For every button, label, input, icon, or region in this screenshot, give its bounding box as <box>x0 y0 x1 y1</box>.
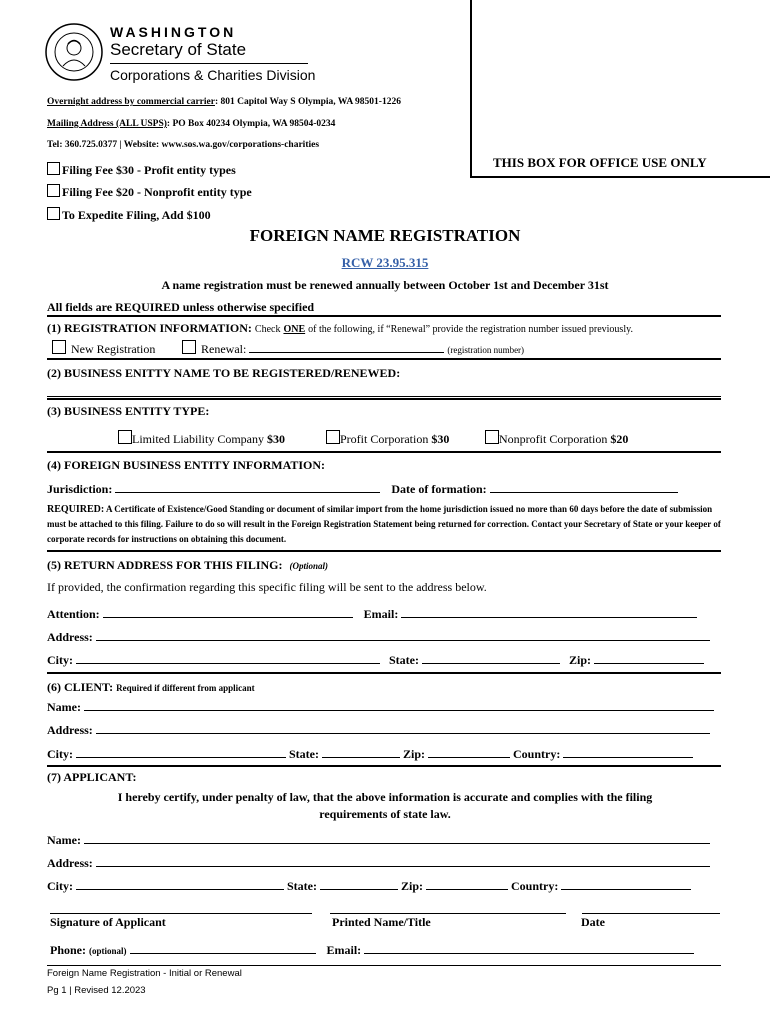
applicant-city-field[interactable] <box>76 878 284 890</box>
footer-divider <box>47 965 721 966</box>
client-city-row <box>47 746 693 762</box>
applicant-email-field[interactable] <box>364 942 694 954</box>
jurisdiction-row <box>47 481 678 497</box>
entity-type-profit-fee: $30 <box>431 432 450 446</box>
office-use-box <box>470 0 770 178</box>
renewal-notice: A name registration must be renewed annually between October 1st and December 31st <box>161 278 609 292</box>
header-divider <box>110 63 308 64</box>
section6-heading <box>47 680 255 695</box>
state-seal-logo <box>44 22 104 82</box>
applicant-zip-label: Zip: <box>401 879 424 893</box>
applicant-country-field[interactable] <box>561 878 691 890</box>
entity-type-nonprofit-fee: $20 <box>610 432 629 446</box>
printed-name-field[interactable] <box>330 903 566 914</box>
phone-optional: (optional) <box>89 946 127 956</box>
section5-title: (5) RETURN ADDRESS FOR THIS FILING: <box>47 558 283 572</box>
new-registration-option[interactable] <box>52 340 155 357</box>
section7-heading: (7) APPLICANT: <box>47 770 137 784</box>
section1-instruction-pre: Check <box>254 324 281 335</box>
entity-type-llc-option[interactable] <box>118 430 285 447</box>
client-country-field[interactable] <box>563 746 693 758</box>
phone-field[interactable] <box>130 942 316 954</box>
required-fields-note: All fields are REQUIRED unless otherwise specified <box>47 300 315 314</box>
expedite-label: To Expedite Filing, Add $100 <box>62 208 211 222</box>
applicant-address-label: Address: <box>47 856 93 870</box>
mailing-label: Mailing Address (ALL USPS) <box>47 119 167 129</box>
client-zip-field[interactable] <box>428 746 510 758</box>
certification-line2: requirements of state law. <box>319 807 451 821</box>
mailing-address <box>47 119 335 129</box>
applicant-city-label: City: <box>47 879 73 893</box>
entity-name-field[interactable] <box>47 386 721 397</box>
applicant-city-row <box>47 878 691 894</box>
fee-profit-checkbox[interactable] <box>47 162 60 175</box>
return-zip-field[interactable] <box>594 652 704 664</box>
section-divider <box>47 398 721 400</box>
section-divider <box>47 358 721 360</box>
entity-type-profit-option[interactable] <box>326 430 449 447</box>
entity-type-nonprofit-checkbox[interactable] <box>485 430 499 444</box>
overnight-address <box>47 97 401 107</box>
office-name: Secretary of State <box>110 40 247 59</box>
applicant-state-field[interactable] <box>320 878 398 890</box>
good-standing-requirement <box>47 502 721 547</box>
division-name: Corporations & Charities Division <box>110 67 316 83</box>
client-name-row <box>47 699 714 715</box>
fee-profit-label: Filing Fee $30 - Profit entity types <box>62 163 236 177</box>
applicant-state-label: State: <box>287 879 317 893</box>
return-city-row <box>47 652 704 668</box>
applicant-name-field[interactable] <box>84 832 710 844</box>
new-registration-label: New Registration <box>71 342 156 356</box>
signature-label: Signature of Applicant <box>50 915 166 929</box>
section-divider <box>47 315 721 317</box>
section1-title: (1) REGISTRATION INFORMATION: <box>47 321 252 335</box>
entity-type-profit-checkbox[interactable] <box>326 430 340 444</box>
new-registration-checkbox[interactable] <box>52 340 66 354</box>
applicant-name-label: Name: <box>47 833 81 847</box>
client-state-label: State: <box>289 747 319 761</box>
entity-type-llc-fee: $30 <box>266 432 285 446</box>
attention-label: Attention: <box>47 607 100 621</box>
return-email-label: Email: <box>363 607 399 621</box>
entity-type-profit-label: Profit Corporation <box>340 432 429 446</box>
applicant-address-row <box>47 855 710 871</box>
requirement-label: REQUIRED: <box>47 504 105 515</box>
date-formation-field[interactable] <box>490 481 678 493</box>
section1-heading <box>47 321 633 336</box>
overnight-label: Overnight address by commercial carrier <box>47 97 215 107</box>
section5-intro: If provided, the confirmation regarding this specific filing will be sent to the address below. <box>47 580 487 594</box>
return-address-field[interactable] <box>96 629 710 641</box>
jurisdiction-field[interactable] <box>115 481 380 493</box>
section6-note: Required if different from applicant <box>116 683 255 693</box>
footer-page-info: Pg 1 | Revised 12.2023 <box>47 985 146 996</box>
org-name: WASHINGTON <box>110 24 237 40</box>
jurisdiction-label: Jurisdiction: <box>47 482 113 496</box>
section-divider <box>47 672 721 674</box>
applicant-zip-field[interactable] <box>426 878 508 890</box>
client-city-label: City: <box>47 747 73 761</box>
office-use-label: THIS BOX FOR OFFICE USE ONLY <box>493 155 707 170</box>
attention-row <box>47 606 697 622</box>
signature-field[interactable] <box>50 903 312 914</box>
entity-type-nonprofit-option[interactable] <box>485 430 628 447</box>
section4-heading: (4) FOREIGN BUSINESS ENTITY INFORMATION: <box>47 458 326 472</box>
renewal-number-field[interactable] <box>249 341 444 353</box>
fee-nonprofit-checkbox[interactable] <box>47 184 60 197</box>
applicant-address-field[interactable] <box>96 855 710 867</box>
applicant-country-label: Country: <box>511 879 559 893</box>
renewal-label: Renewal: <box>201 342 247 356</box>
client-country-label: Country: <box>513 747 561 761</box>
entity-type-llc-checkbox[interactable] <box>118 430 132 444</box>
phone-label: Phone: <box>50 943 86 957</box>
renewal-checkbox[interactable] <box>182 340 196 354</box>
client-state-field[interactable] <box>322 746 400 758</box>
client-name-field[interactable] <box>84 699 714 711</box>
entity-type-nonprofit-label: Nonprofit Corporation <box>499 432 608 446</box>
certification-line1: I hereby certify, under penalty of law, that the above information is accurate and complies with the filing <box>117 790 653 804</box>
section-divider <box>47 550 721 552</box>
date-field[interactable] <box>582 903 720 914</box>
requirement-text: A Certificate of Existence/Good Standing or document of similar import from the home jurisdiction issued no more than 60 days before the date of submission must be attached to this filing. Failure to do so will result in the Foreign Registration Statement being returned for correction. Contact your Secretary of State or your keeper of corporate records for instructions on obtaining this document. <box>47 504 721 544</box>
client-name-label: Name: <box>47 700 81 714</box>
printed-name-label: Printed Name/Title <box>332 915 431 929</box>
return-state-field[interactable] <box>422 652 560 664</box>
fee-profit-option[interactable] <box>47 162 236 178</box>
return-zip-label: Zip: <box>569 653 592 667</box>
section3-heading: (3) BUSINESS ENTITY TYPE: <box>47 404 210 418</box>
section2-heading: (2) BUSINESS ENITTY NAME TO BE REGISTERED/RENEWED: <box>47 366 401 380</box>
return-city-label: City: <box>47 653 73 667</box>
rcw-link[interactable]: RCW 23.95.315 <box>341 255 429 270</box>
phone-row <box>50 942 694 958</box>
return-city-field[interactable] <box>76 652 380 664</box>
client-address-field[interactable] <box>96 722 710 734</box>
section6-title: (6) CLIENT: <box>47 680 114 694</box>
fee-nonprofit-label: Filing Fee $20 - Nonprofit entity type <box>62 185 252 199</box>
section5-heading <box>47 558 328 573</box>
applicant-email-label: Email: <box>326 943 362 957</box>
section5-optional: (Optional) <box>289 561 328 571</box>
overnight-value: : 801 Capitol Way S Olympia, WA 98501-1226 <box>214 97 401 107</box>
section-divider <box>47 765 721 767</box>
client-address-row <box>47 722 710 738</box>
section1-instruction-post: of the following, if “Renewal” provide the registration number issued previously. <box>308 324 633 335</box>
mailing-value: : PO Box 40234 Olympia, WA 98504-0234 <box>166 119 336 129</box>
entity-type-llc-label: Limited Liability Company <box>132 432 264 446</box>
return-email-field[interactable] <box>401 606 697 618</box>
client-address-label: Address: <box>47 723 93 737</box>
certification-statement <box>60 789 710 823</box>
contact-info: Tel: 360.725.0377 | Website: www.sos.wa.gov/corporations-charities <box>47 140 320 150</box>
section-divider <box>47 451 721 453</box>
client-city-field[interactable] <box>76 746 286 758</box>
date-label: Date <box>581 915 605 929</box>
expedite-checkbox[interactable] <box>47 207 60 220</box>
applicant-name-row <box>47 832 710 848</box>
footer-form-name: Foreign Name Registration - Initial or Renewal <box>47 968 242 979</box>
client-zip-label: Zip: <box>403 747 426 761</box>
renewal-option[interactable] <box>182 340 524 357</box>
return-state-label: State: <box>389 653 419 667</box>
attention-field[interactable] <box>103 606 353 618</box>
expedite-option[interactable] <box>47 207 211 223</box>
date-formation-label: Date of formation: <box>391 482 487 496</box>
renewal-number-hint: (registration number) <box>447 345 525 355</box>
return-address-row <box>47 629 710 645</box>
section1-instruction-one: ONE <box>283 324 306 335</box>
form-title: FOREIGN NAME REGISTRATION <box>249 226 521 245</box>
return-address-label: Address: <box>47 630 93 644</box>
fee-nonprofit-option[interactable] <box>47 184 252 200</box>
